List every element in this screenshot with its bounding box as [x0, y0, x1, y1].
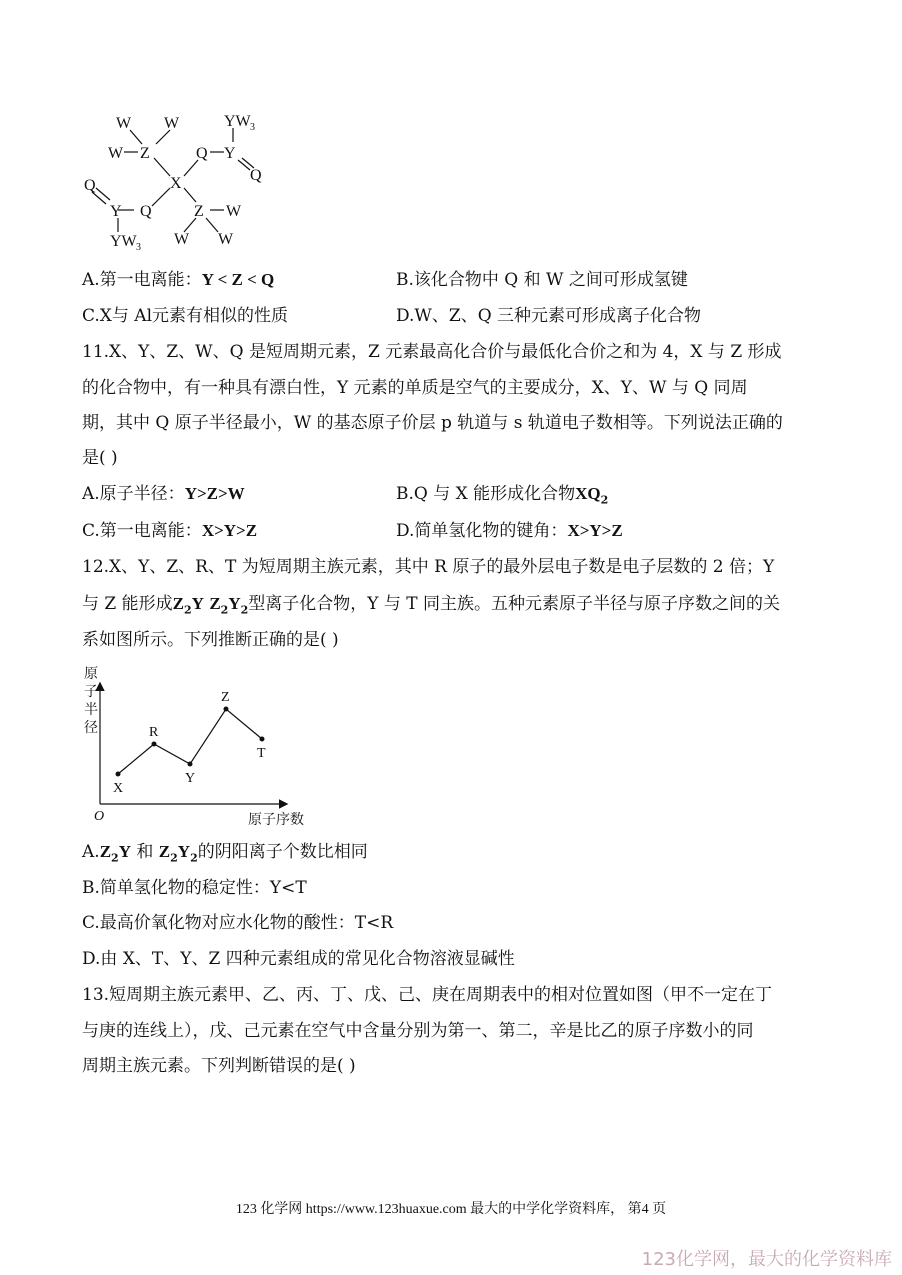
atom-q: Q	[196, 145, 208, 162]
q10-option-c: C.X与 Al元素有相似的性质	[82, 306, 289, 326]
formula: Z	[99, 842, 112, 861]
formula: Z	[172, 594, 184, 613]
formula-subscript: 2	[170, 851, 178, 865]
option-text: D.简单氢化物的键角：	[396, 521, 568, 541]
atom-o: Q	[84, 177, 96, 194]
q11-option-a	[82, 482, 245, 506]
option-text: B.Q 与 X 能形成化合物	[396, 484, 576, 504]
q10-option-b: B.该化合物中 Q 和 W 之间可形成氢键	[396, 270, 688, 290]
q11-option-b	[396, 482, 608, 512]
formula-subscript: 2	[240, 603, 249, 617]
q11-stem-line: 的化合物中，有一种具有漂白性，Y 元素的单质是空气的主要成分，X、Y、W 与 Q 同周	[82, 378, 748, 398]
option-formula: Y>Z>W	[184, 484, 245, 503]
y-axis-label-char1: 原	[84, 666, 98, 682]
option-text: A.	[82, 842, 100, 862]
q10-option-a	[82, 268, 274, 292]
stem-text: 型离子化合物，Y 与 T 同主族。五种元素原子半径与原子序数之间的关	[248, 594, 781, 614]
data-label-z: Z	[221, 690, 230, 705]
atom-z: Z	[140, 145, 150, 162]
origin-label: O	[94, 809, 105, 824]
atom-x: X	[170, 175, 182, 192]
atom-y: Y	[224, 145, 236, 162]
q13-stem-line: 与庚的连线上），戊、己元素在空气中含量分别为第一、第二，辛是比乙的原子序数小的同	[82, 1021, 754, 1041]
formula: Y	[191, 594, 204, 613]
option-formula: X>Y>Z	[201, 521, 258, 540]
data-label-x: X	[113, 781, 124, 796]
atom-y: Y	[110, 203, 122, 220]
atom-w: W	[174, 231, 190, 248]
group-yw3: YW	[224, 113, 251, 130]
group-yw3-sub: 3	[136, 242, 141, 253]
watermark: 123化学网，最大的化学资料库	[641, 1249, 892, 1270]
y-axis-label-char3: 半	[84, 702, 98, 718]
formula: Z	[209, 594, 221, 613]
formula-subscript: 2	[190, 851, 198, 865]
y-axis-label-char4: 径	[84, 720, 98, 736]
option-text: 和	[136, 842, 154, 862]
data-point-r	[152, 742, 157, 747]
data-point-y	[188, 762, 193, 767]
formula-subscript: 2	[111, 851, 119, 865]
option-formula: XQ	[575, 484, 601, 503]
atom-w: W	[164, 115, 180, 132]
option-text: C.第一电离能：	[82, 521, 202, 541]
y-axis-label-char2: 子	[84, 684, 98, 700]
q12-stem-line	[82, 592, 780, 622]
q12-option-b: B.简单氢化物的稳定性：Y<T	[82, 878, 307, 898]
atomic-radius-chart	[80, 660, 340, 832]
formula-subscript: 2	[600, 493, 609, 507]
formula: Y	[228, 594, 241, 613]
atom-w: W	[218, 231, 234, 248]
atom-w: W	[116, 115, 132, 132]
q12-option-d: D.由 X、T、Y、Z 四种元素组成的常见化合物溶液显碱性	[82, 949, 515, 969]
formula-subscript: 2	[220, 603, 229, 617]
q11-stem-line: 11.X、Y、Z、W、Q 是短周期元素，Z 元素最高化合价与最低化合价之和为 4，X 与 Z 形成	[82, 342, 782, 362]
group-yw3: YW	[110, 233, 137, 250]
q11-option-c	[82, 519, 257, 543]
option-text: 的阴阳离子个数比相同	[197, 842, 368, 862]
option-formula: X>Y>Z	[567, 521, 623, 540]
atom-w: W	[108, 145, 124, 162]
q12-stem-line: 系如图所示。下列推断正确的是( )	[82, 630, 339, 650]
group-yw3-sub: 3	[250, 122, 255, 133]
option-text: A.第一电离能：	[82, 270, 202, 290]
data-label-y: Y	[185, 771, 196, 786]
q10-option-d: D.W、Z、Q 三种元素可形成离子化合物	[396, 306, 702, 326]
q12-option-a	[82, 840, 368, 870]
atom-q: Q	[140, 203, 152, 220]
option-formula: Y < Z < Q	[201, 270, 275, 289]
formula: Z	[158, 842, 171, 861]
atom-z: Z	[194, 203, 204, 220]
q11-stem-line: 期，其中 Q 原子半径最小，W 的基态原子价层 p 轨道与 s 轨道电子数相等。下列说法正确的	[82, 413, 783, 433]
atom-o: Q	[250, 167, 262, 184]
formula: Y	[177, 842, 191, 861]
data-point-x	[116, 772, 121, 777]
data-point-z	[224, 707, 229, 712]
q12-stem-line: 12.X、Y、Z、R、T 为短周期主族元素，其中 R 原子的最外层电子数是电子层数的 2 倍；Y	[82, 557, 775, 577]
formula-subscript: 2	[183, 603, 192, 617]
stem-text: 与 Z 能形成	[82, 594, 173, 614]
option-text: A.原子半径：	[82, 484, 185, 504]
q11-stem-line: 是( )	[82, 448, 118, 468]
q13-stem-line: 13.短周期主族元素甲、乙、丙、丁、戊、己、庚在周期表中的相对位置如图（甲不一定在丁	[82, 985, 773, 1005]
atom-w: W	[226, 203, 242, 220]
q10-structure-diagram	[78, 108, 278, 258]
x-axis-label: 原子序数	[248, 812, 304, 828]
formula: Y	[118, 842, 131, 861]
q11-option-d	[396, 519, 623, 543]
data-label-t: T	[257, 746, 266, 761]
q12-option-c: C.最高价氧化物对应水化物的酸性：T<R	[82, 913, 394, 933]
data-label-r: R	[149, 725, 159, 740]
q13-stem-line: 周期主族元素。下列判断错误的是( )	[82, 1056, 356, 1076]
data-point-t	[260, 737, 265, 742]
page-footer: 123 化学网 https://www.123huaxue.com 最大的中学化学资料库， 第4 页	[235, 1202, 667, 1217]
